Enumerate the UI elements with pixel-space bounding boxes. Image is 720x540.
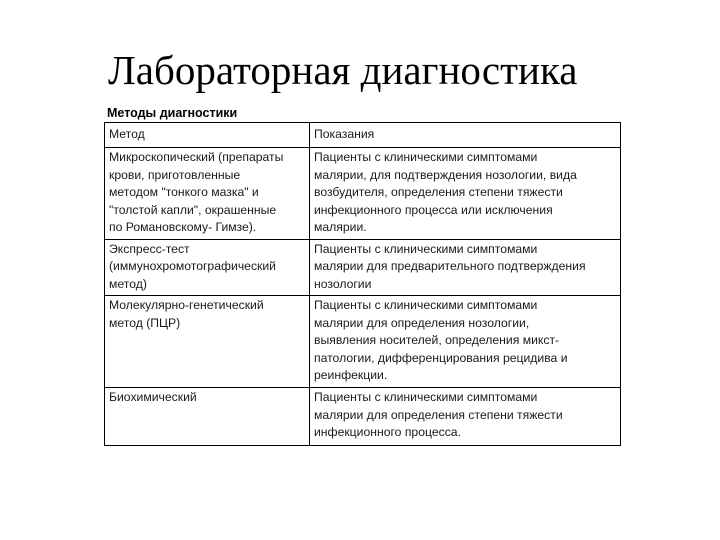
table-row: [105, 388, 621, 446]
method-cell: [105, 296, 310, 388]
method-text: Экспресс-тест (иммунохромотографический метод): [109, 241, 276, 291]
indication-text: Пациенты с клиническими симптомами малярии для определения нозологии, выявления носителей, определения микст- патологии, дифференцирования рецидива и реинфекции.: [314, 298, 568, 382]
method-text: Микроскопический (препараты крови, приготовленные методом "тонкого мазка" и "толстой капли", окрашенные по Романовскому- Гимзе).: [109, 150, 284, 234]
indication-text: Пациенты с клиническими симптомами малярии для предварительного подтверждения нозологии: [314, 241, 586, 291]
slide-title: Лабораторная диагностика: [108, 47, 578, 93]
table-row: [105, 296, 621, 388]
table-header-row: [105, 123, 621, 148]
indication-text: Пациенты с клиническими симптомами малярии для определения степени тяжести инфекционного процесса.: [314, 390, 563, 439]
method-cell: [105, 148, 310, 240]
indication-cell: [310, 388, 621, 446]
table-row: [105, 239, 621, 296]
indication-text: Пациенты с клиническими симптомами малярии, для подтверждения нозологии, вида возбудителя, определения степени тяжести инфекционного процесса или исключения малярии.: [314, 150, 577, 234]
method-cell: [105, 388, 310, 446]
table-caption: Методы диагностики: [107, 106, 238, 120]
indication-cell: [310, 239, 621, 296]
header-method: Метод: [105, 123, 310, 148]
indication-cell: [310, 148, 621, 240]
method-text: Молекулярно-генетический метод (ПЦР): [109, 298, 264, 330]
diagnostics-table: [104, 122, 621, 446]
method-text: Биохимический: [109, 390, 197, 404]
method-cell: [105, 239, 310, 296]
indication-cell: [310, 296, 621, 388]
header-indication: Показания: [310, 123, 621, 148]
table-row: [105, 148, 621, 240]
diagnostics-document: [104, 106, 620, 446]
